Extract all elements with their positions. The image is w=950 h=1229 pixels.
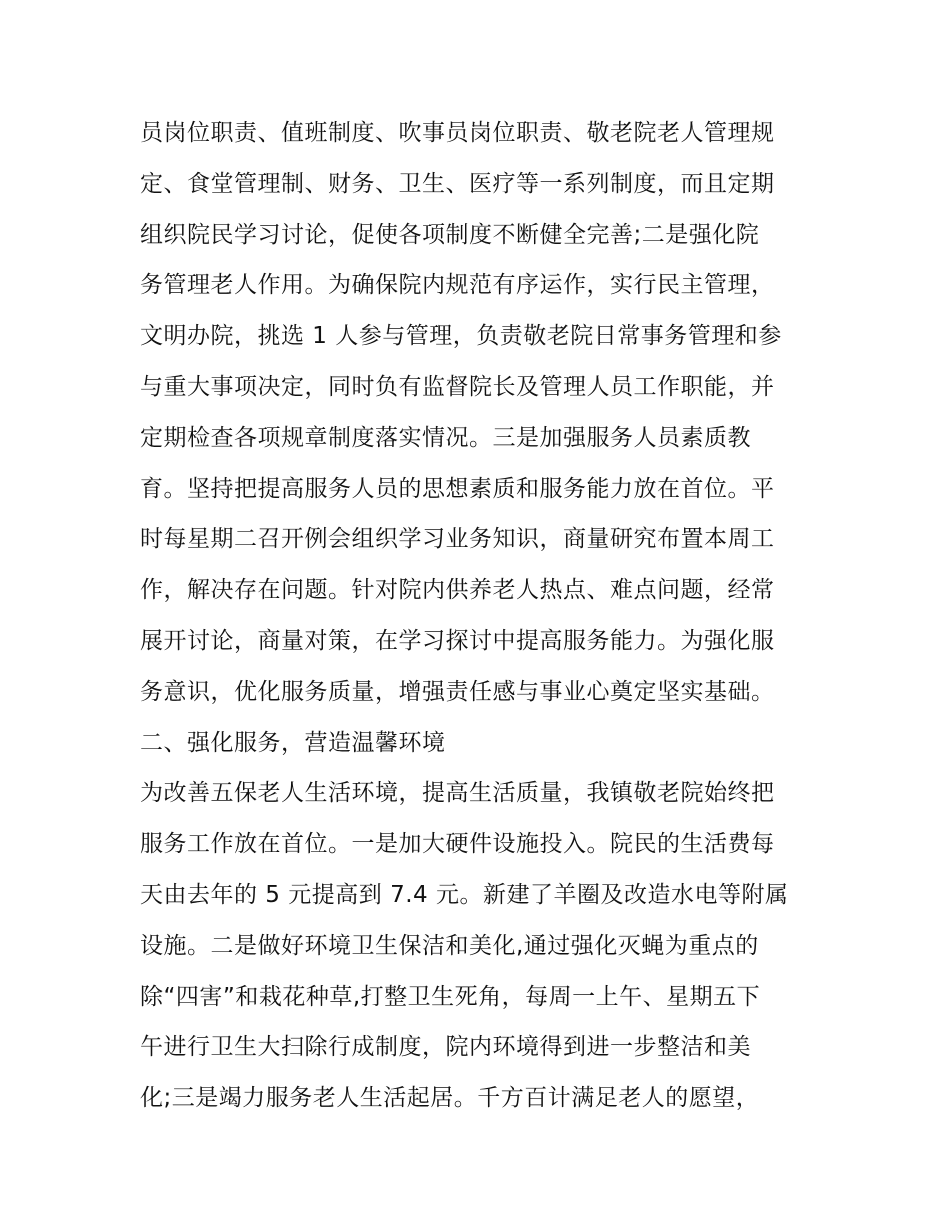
paragraph-line: 组织院民学习讨论，促使各项制度不断健全完善;二是强化院: [140, 221, 760, 248]
paragraph-line: 化;三是竭力服务老人生活起居。千方百计满足老人的愿望，: [140, 1085, 760, 1112]
paragraph-line: 时每星期二召开例会组织学习业务知识，商量研究布置本周工: [140, 526, 775, 553]
paragraph-line: 与重大事项决定，同时负有监督院长及管理人员工作职能，并: [140, 373, 775, 400]
paragraph-line: 设施。二是做好环境卫生保洁和美化,通过强化灭蝇为重点的: [140, 932, 759, 959]
paragraph-line: 除“四害”和栽花种草,打整卫生死角，每周一上午、星期五下: [140, 983, 761, 1010]
paragraph-line: 午进行卫生大扫除行成制度，院内环境得到进一步整洁和美: [140, 1034, 751, 1061]
paragraph-line: 务管理老人作用。为确保院内规范有序运作，实行民主管理，: [140, 272, 775, 299]
paragraph-line: 文明办院，挑选 1 人参与管理，负责敬老院日常事务管理和参: [140, 323, 782, 350]
document-body: [140, 108, 820, 1124]
paragraph-line: 员岗位职责、值班制度、吹事员岗位职责、敬老院老人管理规: [140, 120, 775, 146]
paragraph-line: 服务工作放在首位。一是加大硬件设施投入。院民的生活费每: [140, 831, 775, 858]
paragraph-line: 务意识，优化服务质量，增强责任感与事业心奠定坚实基础。: [140, 678, 775, 705]
section-heading: 二、强化服务，营造温馨环境: [140, 729, 446, 756]
paragraph-line: 定、食堂管理制、财务、卫生、医疗等一系列制度，而且定期: [140, 170, 775, 197]
paragraph-line: 定期检查各项规章制度落实情况。三是加强服务人员素质教: [140, 424, 751, 451]
paragraph-line: 展开讨论，商量对策，在学习探讨中提高服务能力。为强化服: [140, 627, 775, 654]
paragraph-line: 为改善五保老人生活环境，提高生活质量，我镇敬老院始终把: [140, 780, 775, 807]
paragraph-line: 育。坚持把提高服务人员的思想素质和服务能力放在首位。平: [140, 475, 775, 502]
paragraph-line: 天由去年的 5 元提高到 7.4 元。新建了羊圈及改造水电等附属: [140, 881, 789, 908]
paragraph-line: 作，解决存在问题。针对院内供养老人热点、难点问题，经常: [140, 577, 775, 604]
